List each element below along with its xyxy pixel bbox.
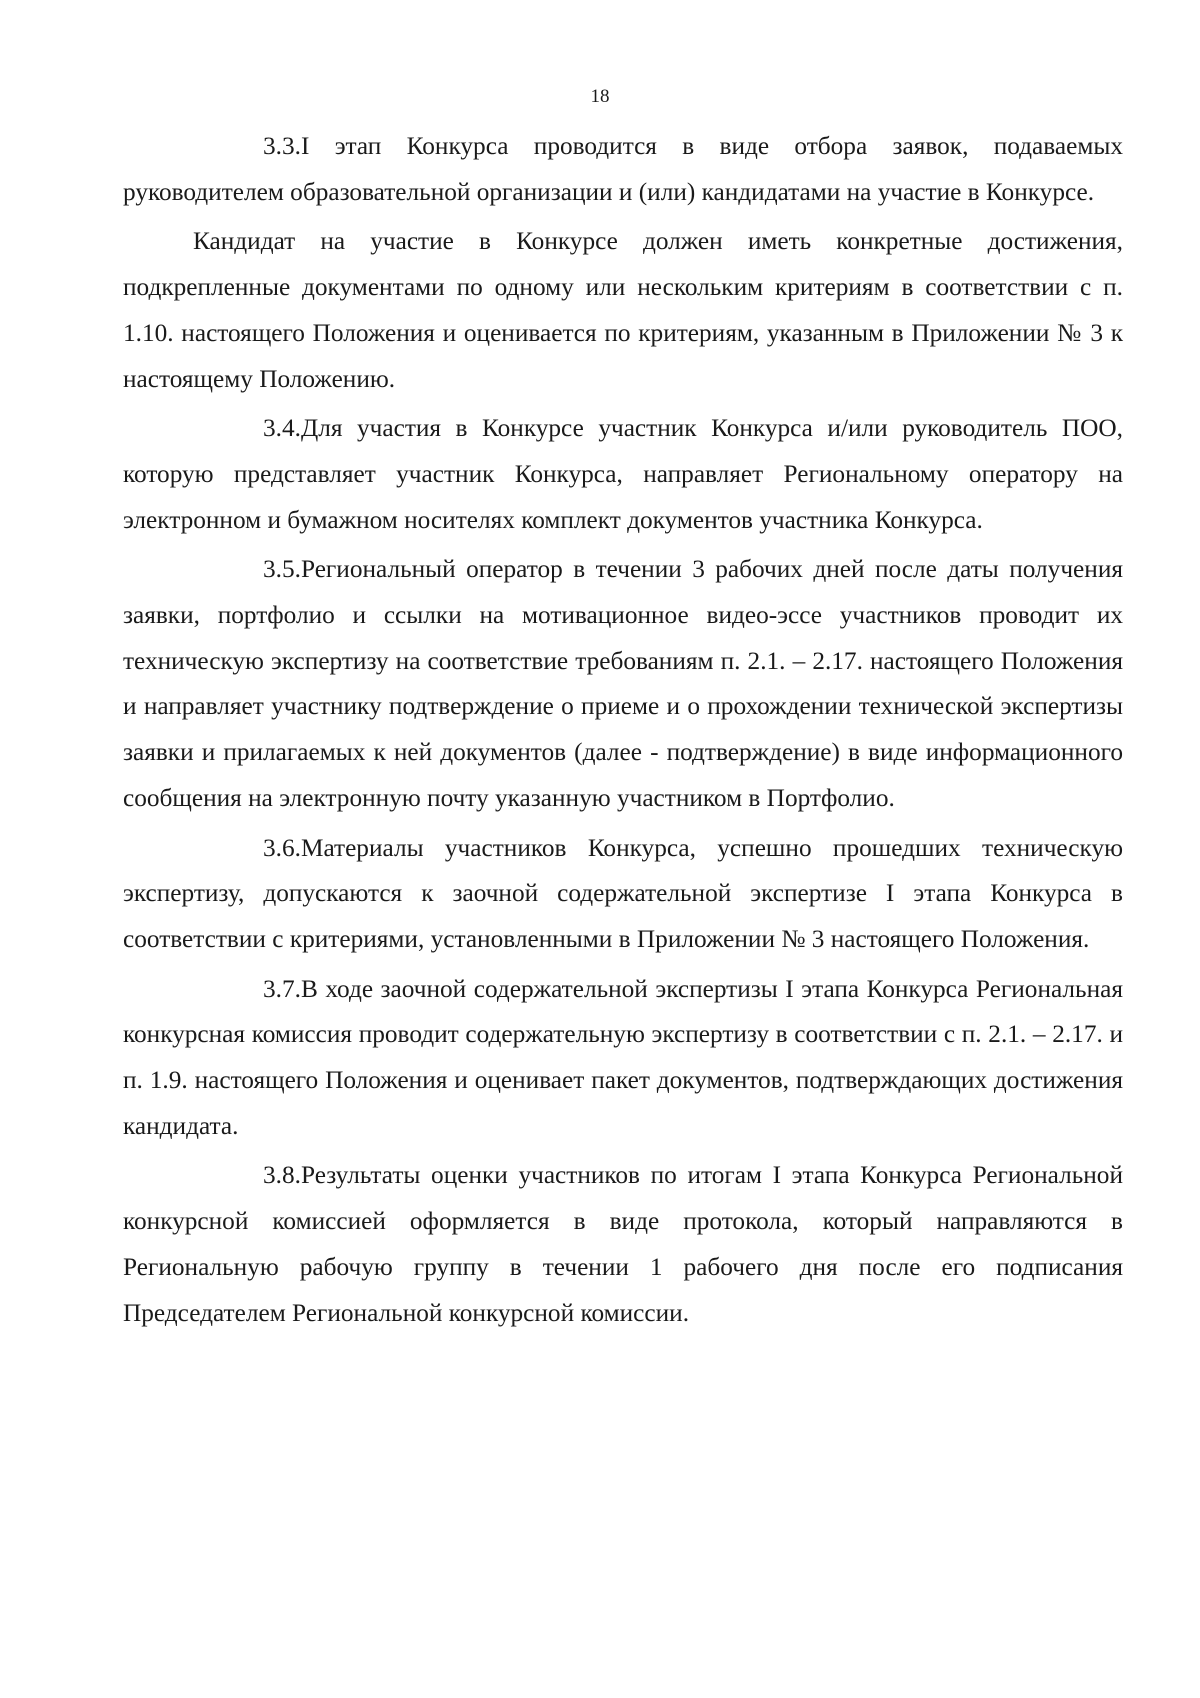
clause-3-3-continuation <box>123 219 1123 402</box>
clause-number: 3.3. <box>263 132 301 160</box>
clause-text: I этап Конкурса проводится в виде отбора заявок, подаваемых руководителем образовательной организации и (или) кандидатами на участие в Конкурсе. <box>123 132 1123 206</box>
clause-number: 3.8. <box>263 1161 301 1190</box>
clause-text: Региональный оператор в течении 3 рабочих дней после даты получения заявки, портфолио и ссылки на мотивационное видео-эссе участников проводит их техническую экспертизу на соответствие требованиям п. 2.1. – 2.17. настоящего Положения и направляет участнику подтверждение о приеме и о прохождении технической экспертизы заявки и прилагаемых к ней документов (далее - подтверждение) в виде информационного сообщения на электронную почту указанную участником в Портфолио. <box>123 555 1123 812</box>
clause-3-5 <box>123 547 1123 821</box>
clause-3-4 <box>123 406 1123 543</box>
clause-text: Результаты оценки участников по итогам I этапа Конкурса Региональной конкурсной комиссией оформляется в виде протокола, который направляются в Региональную рабочую группу в течении 1 рабочего дня после его подписания Председателем Региональной конкурсной комиссии. <box>123 1161 1123 1327</box>
page-number: 18 <box>590 86 610 107</box>
document-body <box>123 124 1123 1340</box>
clause-text: Кандидат на участие в Конкурсе должен иметь конкретные достижения, подкрепленные документами по одному или нескольким критериям в соответствии с п. 1.10. настоящего Положения и оценивается по критериям, указанным в Приложении № 3 к настоящему Положению. <box>123 227 1123 393</box>
clause-text: Материалы участников Конкурса, успешно прошедших техническую экспертизу, допускаются к заочной содержательной экспертизе I этапа Конкурса в соответствии с критериями, установленными в Приложении № 3 настоящего Положения. <box>123 833 1123 953</box>
clause-number: 3.6. <box>263 833 301 862</box>
clause-3-6 <box>123 826 1123 963</box>
clause-number: 3.4. <box>263 414 301 443</box>
clause-3-3 <box>123 124 1123 215</box>
clause-number: 3.5. <box>263 555 301 584</box>
clause-3-8 <box>123 1153 1123 1336</box>
clause-text: Для участия в Конкурсе участник Конкурса и/или руководитель ПОО, которую представляет участник Конкурса, направляет Региональному оператору на электронном и бумажном носителях комплект документов участника Конкурса. <box>123 414 1123 534</box>
clause-number: 3.7. <box>263 974 301 1003</box>
clause-text: В ходе заочной содержательной экспертизы I этапа Конкурса Региональная конкурсная комиссия проводит содержательную экспертизу в соответствии с п. 2.1. – 2.17. и п. 1.9. настоящего Положения и оценивает пакет документов, подтверждающих достижения кандидата. <box>123 974 1123 1140</box>
clause-3-7 <box>123 967 1123 1150</box>
